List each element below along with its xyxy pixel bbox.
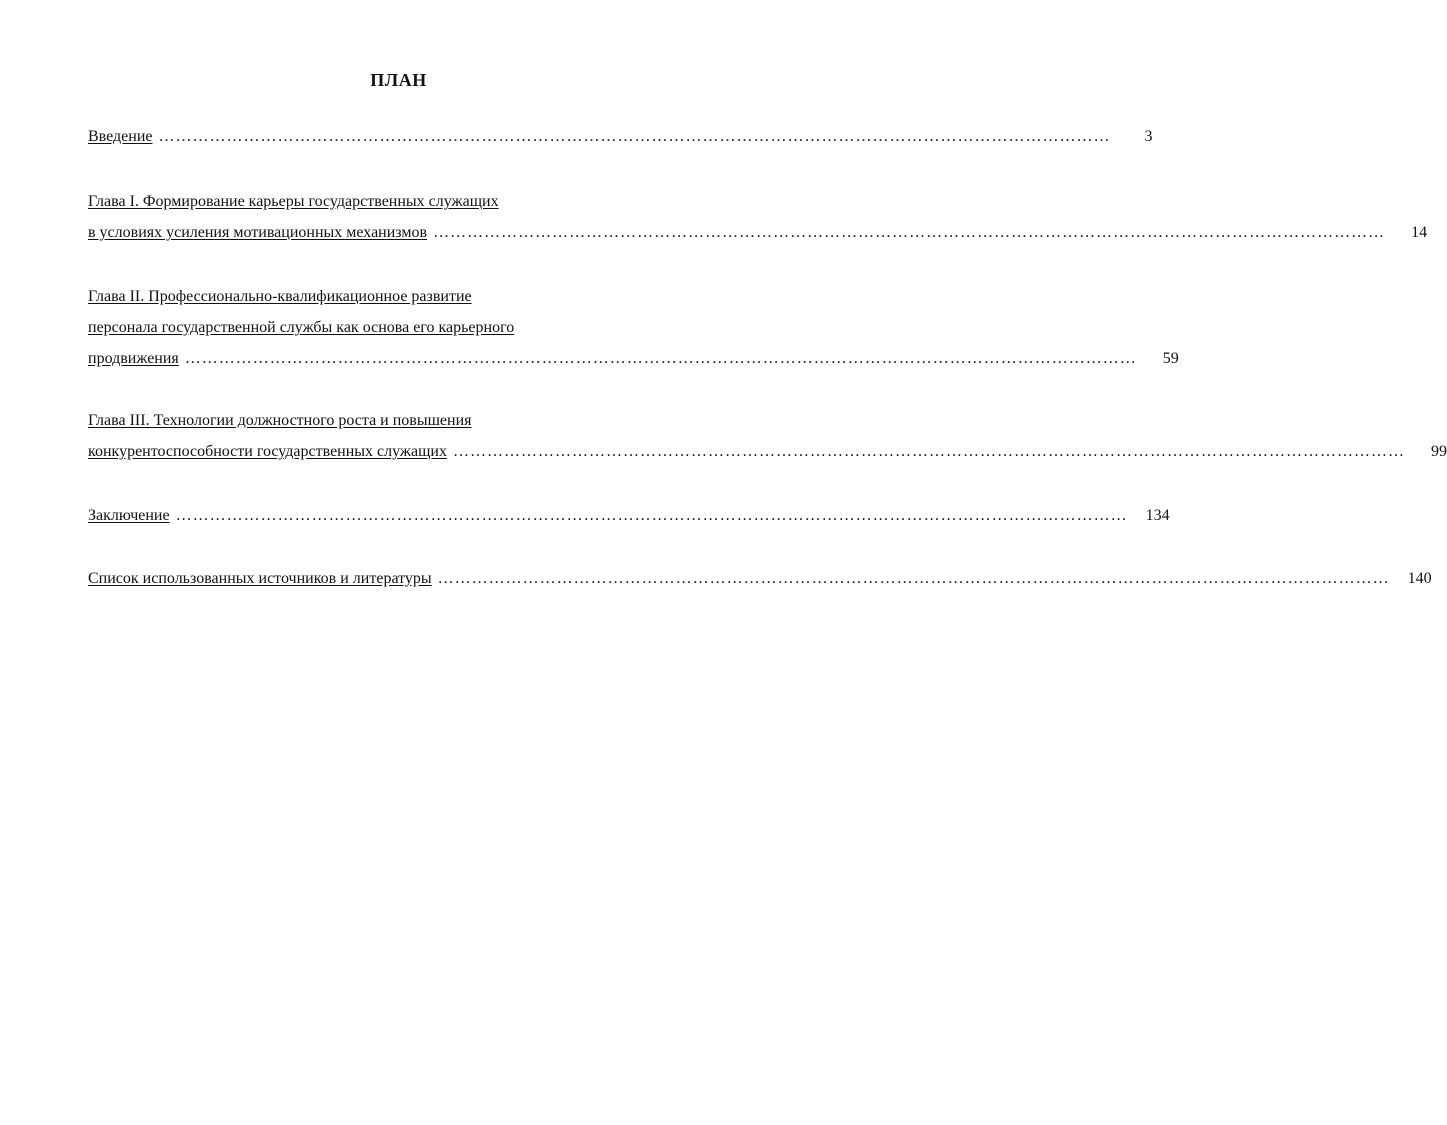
toc-leader-dots: ……………………………………………………………………………………………………………………………………………………	[437, 570, 1390, 587]
toc-leader-dots: ……………………………………………………………………………………………………………………………………………………	[184, 350, 1137, 367]
toc-leader-dots: ……………………………………………………………………………………………………………………………………………………	[452, 443, 1405, 460]
toc-page-number: 3	[1144, 128, 1153, 145]
toc-entry-title[interactable]: персонала государственной службы как основа его карьерного	[88, 319, 515, 336]
toc-entry-title[interactable]: конкурентоспособности государственных служащих	[88, 443, 447, 460]
toc-entry-title[interactable]: в условиях усиления мотивационных механизмов	[88, 224, 428, 241]
toc-entry-title[interactable]: Заключение	[88, 507, 170, 524]
toc-entry-title[interactable]: Глава II. Профессионально-квалификационное развитие	[88, 288, 472, 305]
toc-entry-chapter-1	[88, 186, 1428, 248]
toc-entry-title[interactable]: Список использованных источников и литературы	[88, 570, 432, 587]
toc-entry-title[interactable]: продвижения	[88, 350, 179, 367]
toc-page-number: 59	[1162, 350, 1179, 367]
toc-line	[88, 436, 1447, 467]
toc-leader-dots: ……………………………………………………………………………………………………………………………………………………	[175, 507, 1128, 524]
toc-page-number: 140	[1407, 570, 1432, 587]
toc-entry-chapter-3	[88, 405, 1447, 467]
toc-entry-title[interactable]: Глава I. Формирование карьеры государственных служащих	[88, 193, 499, 210]
toc-line	[88, 217, 1428, 248]
toc-line	[88, 563, 1432, 594]
toc-leader-dots: ……………………………………………………………………………………………………………………………………………………	[158, 128, 1111, 145]
toc-page-number: 99	[1430, 443, 1447, 460]
page-title: ПЛАН	[370, 70, 427, 90]
toc-entry-introduction	[88, 121, 1153, 152]
toc-entry-conclusion	[88, 500, 1170, 531]
toc-line	[88, 500, 1170, 531]
toc-line	[88, 343, 1179, 374]
toc-entry-title[interactable]: Введение	[88, 128, 153, 145]
toc-page-number: 14	[1411, 224, 1428, 241]
toc-leader-dots: ……………………………………………………………………………………………………………………………………………………	[433, 224, 1386, 241]
toc-line	[88, 121, 1153, 152]
toc-entry-references	[88, 563, 1432, 594]
toc-entry-title[interactable]: Глава III. Технологии должностного роста и повышения	[88, 412, 472, 429]
toc-entry-chapter-2	[88, 281, 1179, 374]
toc-page-number: 134	[1145, 507, 1170, 524]
